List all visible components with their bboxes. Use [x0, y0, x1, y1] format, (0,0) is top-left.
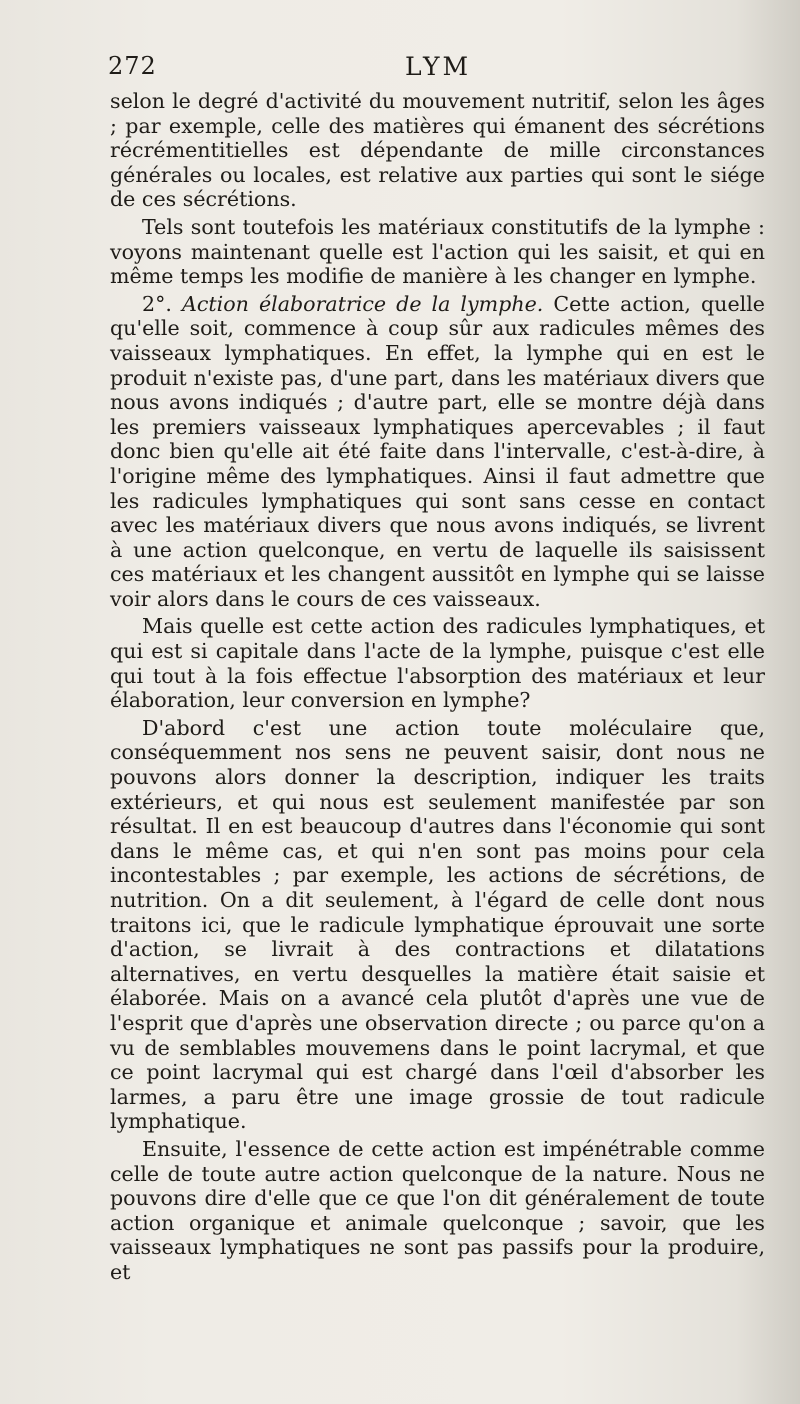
paragraph-text: D'abord c'est une action toute moléculaire que, conséquemment nos sens ne peuvent saisir, dont nous ne pouvons alors donner la description, indiquer les traits extérieurs, et qui nous est seulement manifestée par son résultat. Il en est beaucoup d'autres dans l'économie qui sont dans le même cas, et qui n'en sont pas moins pour cela incontestables ; par exemple, les actions de sécrétions, de nutrition. On a dit seulement, à l'égard de celle dont nous traitons ici, que le radicule lymphatique éprouvait une sorte d'action, se livrait à des contractions et dilatations alternatives, en vertu desquelles la matière était saisie et élaborée. Mais on a avancé cela plutôt d'après une vue de l'esprit que d'après une observation directe ; ou parce qu'on a vu de semblables mouvemens dans le point lacrymal, et que ce point lacrymal qui est chargé dans l'œil d'absorber les larmes, a paru être une image grossie de tout radicule lymphatique. [110, 715, 765, 1134]
paragraph-text: Tels sont toutefois les matériaux constitutifs de la lymphe : voyons maintenant quelle est l'action qui les saisit, et qui en même temps les modifie de manière à les changer en lymphe. [110, 214, 765, 289]
page-header [108, 52, 768, 88]
paragraph-text: Cette action, quelle qu'elle soit, commence à coup sûr aux radicules mêmes des vaisseaux lymphatiques. En effet, la lymphe qui en est le produit n'existe pas, d'une part, dans les matériaux divers que nous avons indiqués ; d'autre part, elle se montre déjà dans les premiers vaisseaux lymphatiques apercevables ; il faut donc bien qu'elle ait été faite dans l'intervalle, c'est-à-dire, à l'origine même des lymphatiques. Ainsi il faut admettre que les radicules lymphatiques qui sont sans cesse en contact avec les matériaux divers que nous avons indiqués, se livrent à une action quelconque, en vertu de laquelle ils saisissent ces matériaux et les changent aussitôt en lymphe qui se laisse voir alors dans le cours de ces vaisseaux. [110, 291, 765, 611]
page-number: 272 [108, 52, 157, 80]
paragraph [110, 1137, 765, 1285]
running-head: LYM [404, 52, 472, 81]
section-heading: Action élaboratrice de la lymphe. [181, 291, 544, 316]
paragraph [110, 215, 765, 289]
text-body [110, 89, 765, 1288]
paragraph-continuation [110, 89, 765, 212]
paragraph-text: Ensuite, l'essence de cette action est impénétrable comme celle de toute autre action quelconque de la nature. Nous ne pouvons dire d'elle que ce que l'on dit généralement de toute action organique et animale quelconque ; savoir, que les vaisseaux lymphatiques ne sont pas passifs pour la produire, et [110, 1136, 765, 1284]
paragraph [110, 716, 765, 1134]
paragraph [110, 614, 765, 712]
paragraph-text: selon le degré d'activité du mouvement nutritif, selon les âges ; par exemple, celle des matières qui émanent des sécrétions récrémentitielles est dépendante de mille circonstances générales ou locales, est relative aux parties qui sont le siége de ces sécrétions. [110, 89, 765, 212]
section-number: 2°. [142, 291, 172, 316]
paragraph-section-2 [110, 292, 765, 612]
paragraph-text: Mais quelle est cette action des radicules lymphatiques, et qui est si capitale dans l'acte de la lymphe, puisque c'est elle qui tout à la fois effectue l'absorption des matériaux et leur élaboration, leur conversion en lymphe? [110, 614, 765, 713]
